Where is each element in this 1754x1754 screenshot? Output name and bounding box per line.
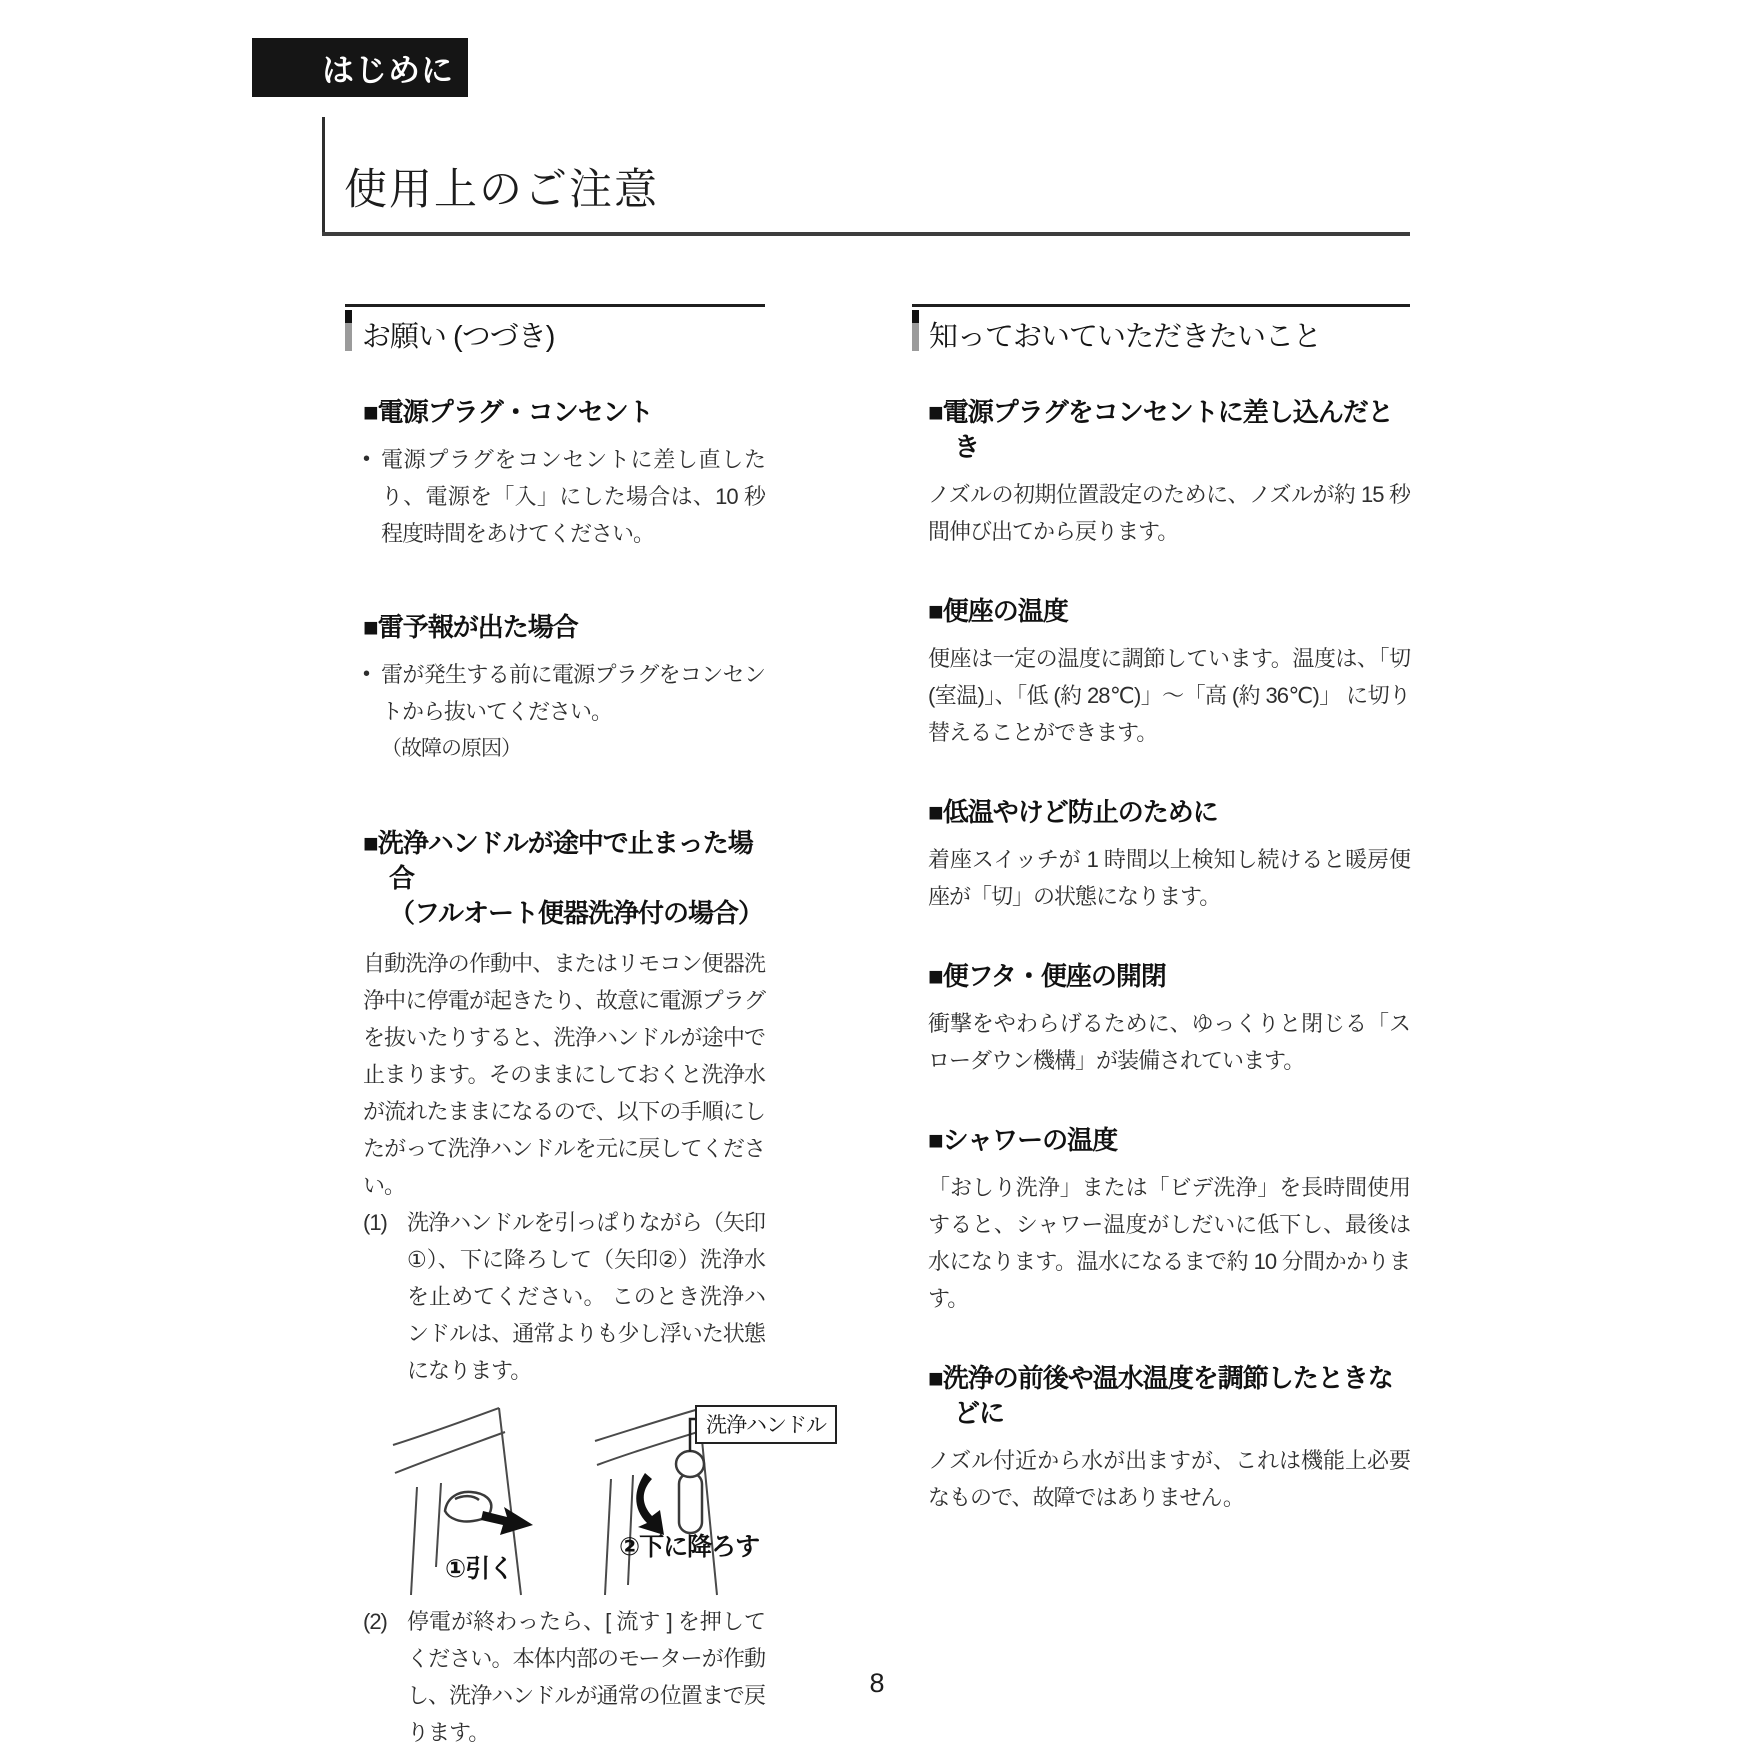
section-heading-handle-line2: （フルオート便器洗浄付の場合） (389, 898, 763, 928)
left-column-header (345, 304, 765, 355)
section-heading-before-after-wash: ■洗浄の前後や温水温度を調節したときなどに (928, 1363, 1393, 1428)
right-column-header-label: 知っておいていただきたいこと (929, 321, 1322, 353)
step-2-number: (2) (363, 1609, 387, 1634)
section-body-low-temp-burn: 着座スイッチが 1 時間以上検知し続けると暖房便座が「切」の状態になります。 (928, 847, 1410, 909)
section-heading-power-plug: ■電源プラグ・コンセント (363, 397, 653, 427)
section-body-seat-temp: 便座は一定の温度に調節しています。温度は、「切(室温)」、「低 (約 28℃)」〜「高 (約 36℃)」 に切り替えることができます。 (928, 646, 1410, 745)
section-body-lid-open-close: 衝撃をやわらげるために、ゆっくりと閉じる「スローダウン機構」が装備されています。 (928, 1011, 1410, 1073)
section-heading-low-temp-burn: ■低温やけど防止のために (928, 797, 1218, 827)
wash-handle-figure (383, 1399, 826, 1599)
title-underline (322, 232, 1410, 236)
step-1-number: (1) (363, 1210, 387, 1235)
bullet-item (363, 656, 765, 730)
section-heading-handle-line1: ■洗浄ハンドルが途中で止まった場合 (363, 828, 753, 893)
right-column (912, 304, 1410, 1516)
section-heading-shower-temp: ■シャワーの温度 (928, 1125, 1118, 1155)
section-heading-seat-temp: ■便座の温度 (928, 596, 1068, 626)
bullet-marker: • (363, 663, 370, 685)
section-heading-lid-open-close: ■便フタ・便座の開閉 (928, 961, 1166, 991)
section-body-shower-temp: 「おしり洗浄」または「ビデ洗浄」を長時間使用すると、シャワー温度がしだいに低下し、最後は水になります。温水になるまで約 10 分間かかります。 (928, 1175, 1410, 1311)
chapter-tab: はじめに (252, 38, 468, 97)
section-heading-lightning: ■雷予報が出た場合 (363, 612, 578, 642)
handle-paragraph: 自動洗浄の作動中、またはリモコン便器洗浄中に停電が起きたり、故意に電源プラグを抜いたりすると、洗浄ハンドルが途中で止まります。そのままにしておくと洗浄水が流れたままになるので、以下の手順にしたがって洗浄ハンドルを元に戻してください。 (363, 951, 765, 1198)
left-column-body (345, 395, 826, 1751)
bullet-text: 電源プラグをコンセントに差し直したり、電源を「入」にした場合は、10 秒程度時間をあけてください。 (381, 447, 765, 546)
failure-cause-note: （故障の原因） (381, 737, 521, 760)
wash-handle-callout-label: 洗浄ハンドル (695, 1405, 837, 1444)
title-vertical-rule (322, 117, 325, 234)
bullet-item (363, 441, 765, 552)
figure-caption-pull: ①引く (445, 1555, 514, 1583)
figure-caption-lower: ②下に降ろす (619, 1533, 760, 1561)
bullet-marker: • (363, 448, 370, 470)
step-2-text: 停電が終わったら、[ 流す ] を押してください。本体内部のモーターが作動し、洗浄ハンドルが通常の位置まで戻ります。 (407, 1609, 765, 1745)
page-title: 使用上のご注意 (344, 166, 659, 214)
step-1 (363, 1204, 765, 1389)
header-bar-icon (345, 310, 352, 351)
section-body-before-after-wash: ノズル付近から水が出ますが、これは機能上必要なもので、故障ではありません。 (928, 1448, 1410, 1510)
section-body-plug-in: ノズルの初期位置設定のために、ノズルが約 15 秒間伸び出てから戻ります。 (928, 482, 1410, 544)
left-column-header-label: お願い (つづき) (362, 321, 555, 353)
bullet-text: 雷が発生する前に電源プラグをコンセントから抜いてください。 (381, 662, 765, 724)
right-column-header (912, 304, 1410, 355)
right-column-body (912, 395, 1410, 1516)
section-heading-plug-in: ■電源プラグをコンセントに差し込んだとき (928, 397, 1393, 462)
step-1-text: 洗浄ハンドルを引っぱりながら（矢印①）、下に降ろして（矢印②）洗浄水を止めてください。 このとき洗浄ハンドルは、通常よりも少し浮いた状態になります。 (407, 1210, 765, 1383)
left-column (345, 304, 826, 1751)
page-number: 8 (869, 1668, 885, 1698)
header-bar-icon (912, 310, 919, 351)
